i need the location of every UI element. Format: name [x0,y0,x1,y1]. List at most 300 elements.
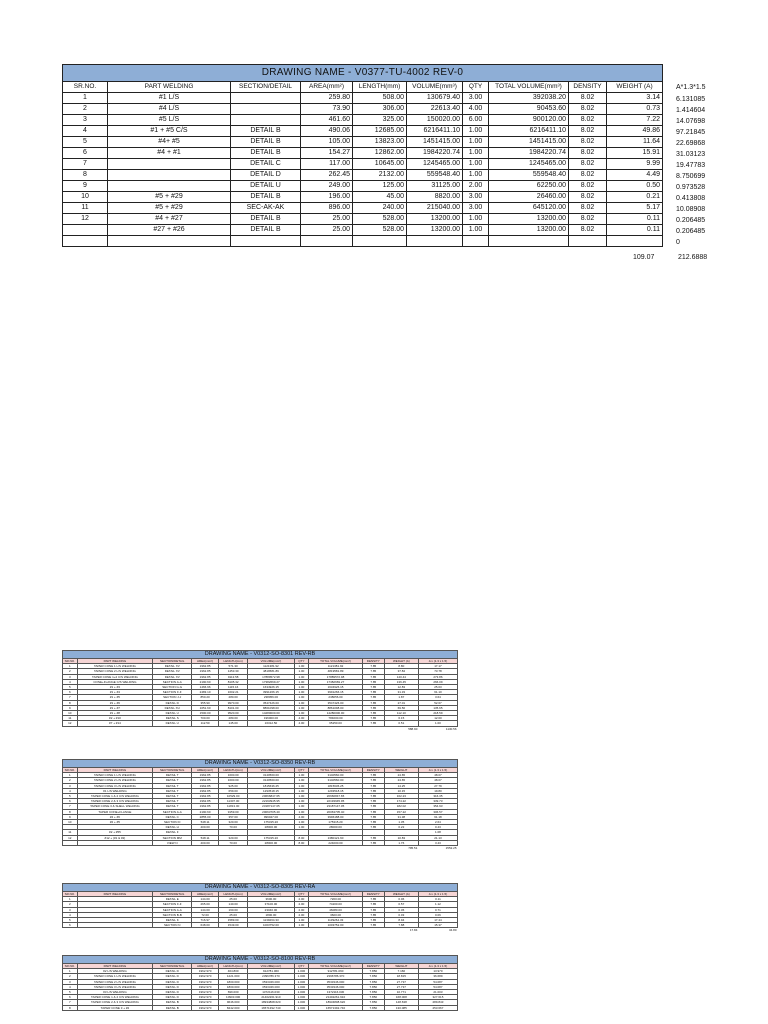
small-table-cell: 548.11 [192,820,219,825]
small-table-cell: DETAIL S [153,716,192,721]
small-table-cell: 2.00 [294,897,309,902]
small-table-cell: 548.11 [192,835,219,840]
small-table-row [63,1005,458,1010]
small-table-cell: DETAIL C [153,814,192,819]
small-table-cell: 1962.970 [192,969,219,974]
small-table-cell: 3 [63,979,78,984]
small-table-cell: 10529.00 [219,794,248,799]
small-table-cell: #1 + #3 [77,685,153,690]
small-table-cell: 7.85 [362,773,384,778]
small-table-cell: 70.00 [219,840,248,845]
small-table-cell: 1.00 [294,690,309,695]
small-table-cell: 306.57 [418,809,457,814]
small-table-cell: 1372116.030 [248,990,294,995]
small-table-grid [62,759,458,850]
weight-total: 109.07 [633,254,655,261]
small-table-cell: 7.85 [362,705,384,710]
small-table-cell: #4 + #6 [77,814,153,819]
main-table-cell: 49.86 [607,126,663,137]
main-header-cell: DENSITY [569,82,607,93]
small-table-cell: 20666847.65 [248,794,294,799]
small-table-cell: 1 [63,969,78,974]
side-value: 0 [676,239,680,246]
small-table-cell: 1600.00 [219,778,248,783]
main-table-cell: 1.00 [463,214,489,225]
small-table-cell: 14280000.00 [309,711,363,716]
small-table-cell: 28000.00 [309,825,363,830]
main-table-cell: #5 + #29 [108,192,231,203]
side-value: 0.973528 [676,184,706,191]
small-table-header-row [63,892,458,897]
small-table-cell: 2 [63,669,78,674]
small-table-cell: 4.00 [294,814,309,819]
small-table-cell: 8861098.00 [309,705,363,710]
main-table-cell: #4 + #27 [108,214,231,225]
main-table-cell: DETAIL B [231,192,301,203]
small-table-cell: 7.850 [362,984,384,989]
small-table-cell: 1003752.00 [248,923,294,928]
small-table-cell: 10.15 [384,788,418,793]
small-table-cell: #7 + #14 [77,721,153,726]
main-table-cell: 5 [63,137,108,148]
small-side-total: 1130.56 [445,726,457,731]
small-table-cell: 65250.00 [309,721,363,726]
small-table-cell: 7 [63,804,78,809]
small-table-cell: 36.689 [418,974,457,979]
small-table-cell: DETAIL B [153,1005,192,1010]
small-table-cell: DETAIL D [153,974,192,979]
small-table-cell: 5 [63,990,78,995]
small-table-cell: 659.00 [219,788,248,793]
small-table-cell: 1800.00 [248,912,294,917]
small-table-cell: 1.00 [294,711,309,716]
main-table-cell [463,236,489,247]
main-header-cell: QTY [463,82,489,93]
small-table-cell: TAPER CONE 2 L/S WELDING [77,778,153,783]
small-table-cell: 0.36 [384,907,418,912]
small-table-cell: 8442.000 [219,1005,248,1010]
small-table-cell: 7.85 [362,685,384,690]
main-table-cell: 8.02 [569,192,607,203]
small-table-cell: 6 [63,923,78,928]
small-table-cell: 7200.00 [309,897,363,902]
small-table-cell: 162.23 [384,794,418,799]
main-table-cell: 10645.00 [353,159,407,170]
main-table-cell: 1.00 [463,148,489,159]
small-table-cell: 850.20 [192,695,219,700]
main-table-cell: 8820.00 [407,192,463,203]
small-header-cell: PART WELDING [77,768,153,773]
small-table-cell: #2 + #55 [77,830,153,835]
small-side-total: 34.80 [448,928,457,933]
small-table-cell: 1.000 [294,990,309,995]
small-table-cell: 1115.16 [219,685,248,690]
small-table-cell: 238056.00 [248,695,294,700]
small-table-cell: 175315.20 [248,820,294,825]
main-table-header-row [63,82,663,93]
small-table-cell: #2 + #5 [77,820,153,825]
small-table-cell: 1962.85 [192,674,219,679]
small-table-cell: SECTION A-A [153,679,192,684]
small-table-cell: SECTION N [153,923,192,928]
main-table-cell: 8.02 [569,225,607,236]
small-table-cell: 12.83 [384,685,418,690]
small-table-cell: DETAIL T [153,778,192,783]
small-table-cell: 174.22 [384,799,418,804]
small-table-cell: TAPER CONE 1 L/S WELDING [77,974,153,979]
small-header-cell: VOLUME(mm³) [248,659,294,664]
small-table-cell: 21.003 [418,990,457,995]
side-value: 8.750699 [676,173,706,180]
small-table-cell: 289.843 [418,1000,457,1005]
small-table-cell: 7.85 [362,669,384,674]
small-table-cell: 4.00 [294,716,309,721]
small-table-cell: 648.00 [192,923,219,928]
small-table-cell: 7.85 [362,809,384,814]
small-table-cell: DETAIL D [153,700,192,705]
small-table-cell: TAPER CONE+FLANGE [77,809,153,814]
main-table-cell: 12 [63,214,108,225]
main-table-cell: 4.00 [463,104,489,115]
small-table-cell: 24.65 [384,773,418,778]
side-value: 19.47783 [676,162,706,169]
small-table-cell: 1453.30 [219,669,248,674]
small-table-cell: 9646.000 [219,1000,248,1005]
small-table-cell: TAPER CONE 3 & SHELL WELDING [77,804,153,809]
small-table-cell: 6 [63,799,78,804]
main-table-row [63,192,663,203]
small-table-cell: 10 [63,820,78,825]
small-table-cell: 1.35 [384,820,418,825]
main-table-cell: DETAIL B [231,225,301,236]
main-table-cell: 1245465.00 [489,159,569,170]
small-table-cell: 20063705.40 [248,809,294,814]
small-table-cell: 327.615 [418,995,457,1000]
small-table-cell: 18.815 [384,974,418,979]
small-table-cell: 7.85 [362,835,384,840]
small-table-cell: 2.00 [294,907,309,912]
small-table-cell: DETAIL T [153,783,192,788]
small-table-title-row [63,956,458,964]
main-header-cell: LENGTH(mm) [353,82,407,93]
small-table-grid [62,650,458,731]
main-weld-table [62,64,663,247]
small-table-cell: 10903.000 [219,995,248,1000]
main-table-cell: #5 + #29 [108,203,231,214]
small-header-cell: LENGTH(mm) [219,892,248,897]
small-table-cell: 0.06 [418,912,457,917]
small-table-cell: 1.00 [294,820,309,825]
main-table-cell: 154.27 [301,148,353,159]
small-table-cell: 27.737 [384,979,418,984]
small-table-cell: 3600.00 [309,912,363,917]
small-weight-total: 588.90 [408,726,418,731]
small-table-cell: 9970.00 [219,700,248,705]
small-table-cell: 1.000 [294,1005,309,1010]
small-table-cell: 20063705.40 [309,809,363,814]
main-table-cell: 5.17 [607,203,663,214]
small-weight-total: 17.84 [409,928,418,933]
small-table-cell: DETAIL D [153,969,192,974]
small-header-cell: DENSITY [362,964,384,969]
small-table-cell: DETAIL T [153,799,192,804]
small-table-cell: 61.10 [418,690,457,695]
small-table-header-row [63,768,458,773]
small-table-cell: 175315.20 [309,820,363,825]
small-table-cell: #2 + #10 [77,716,153,721]
small-table-cell: 11 [63,716,78,721]
small-header-cell: SECTION/DETAIL [153,768,192,773]
small-table-cell: DETAIL T [153,804,192,809]
small-table-cell: 1962.970 [192,984,219,989]
small-table-cell: 27.79 [418,783,457,788]
small-table-cell: 0.57 [384,902,418,907]
small-table-cell: 1549.00 [219,923,248,928]
small-table-cell: 175315.20 [248,835,294,840]
small-table-cell: 1815636.25 [248,783,294,788]
small-table-cell: 46080.00 [309,907,363,912]
small-table-total-row [63,726,458,731]
small-table-cell: 1634926.15 [309,685,363,690]
small-table-cell: 2483.10 [192,690,219,695]
small-table-cell: DETAIL XV [153,669,192,674]
small-table-cell: 1.00 [294,773,309,778]
small-table-cell: 0.11 [418,897,457,902]
main-table-row [63,170,663,181]
small-table-cell: 23187147.05 [309,804,363,809]
main-table-cell: 490.06 [301,126,353,137]
small-table-cell: 1139264.33 [248,918,294,923]
main-table-cell: 13200.00 [489,214,569,225]
small-table-cell: 7.850 [362,1000,384,1005]
small-table-cell: 25.00 [219,912,248,917]
small-table-cell: 2190.60 [192,679,219,684]
small-table-cell: TAPER CONE 1 & 2 C/S WELDING [77,995,153,1000]
main-table-cell: 900120.00 [489,115,569,126]
side-value: 0.206485 [676,217,706,224]
small-table-cell: 3 [63,907,78,912]
small-table-cell: 4 [63,984,78,989]
main-table-cell: #4+ #5 [108,137,231,148]
small-header-cell: AREA(mm²) [192,768,219,773]
small-table-cell: 3140560.00 [248,773,294,778]
small-table-cell: 70.00 [219,825,248,830]
small-table-cell: 280.00 [219,695,248,700]
small-table-cell: 23040.00 [248,907,294,912]
small-header-cell: QTY [294,768,309,773]
small-table-cell: 16571392.740 [248,1005,294,1010]
main-table-cell: 26460.00 [489,192,569,203]
main-table-cell: 1984220.74 [489,148,569,159]
main-table-cell: 8.02 [569,181,607,192]
small-table-cell: 17889572.98 [248,674,294,679]
small-header-cell: SECTION/DETAIL [153,892,192,897]
small-table-cell: 2.00 [294,912,309,917]
small-table-cell: TAPER CONE 2 & 3 C/S WELDING [77,1000,153,1005]
small-table-cell: 3140560.00 [309,773,363,778]
small-table-cell: SECTION MM [153,835,192,840]
small-table-cell: 16312.50 [248,721,294,726]
small-table-cell: 12 [63,835,78,840]
small-header-cell: WEIGHT (A) [384,659,418,664]
small-table-cell: 4.00 [294,721,309,726]
small-header-cell: WEIGHT [384,768,418,773]
small-table-cell: 7.85 [362,912,384,917]
main-table-cell: 12685.00 [353,126,407,137]
main-table-row [63,104,663,115]
main-table-cell: 62250.00 [489,181,569,192]
small-table-total-row [63,846,458,851]
small-table-8100 [62,955,458,1011]
small-table-cell: DETAIL D [153,995,192,1000]
main-table-row [63,214,663,225]
small-table-cell: 52.67 [418,700,457,705]
main-table-row [63,115,663,126]
main-table-row [63,181,663,192]
main-header-cell: PART WELDING [108,82,231,93]
small-table-cell: 1 [63,773,78,778]
small-table-cell: 1003752.00 [309,923,363,928]
small-table-cell: 25.00 [219,897,248,902]
main-table-cell: 125.00 [353,181,407,192]
main-table-row [63,203,663,214]
small-table-cell: 8 [63,809,78,814]
small-table-cell: 7.85 [362,674,384,679]
small-table-cell: DETAIL D [153,984,192,989]
small-table-cell: 7.85 [362,778,384,783]
main-table-cell: DETAIL B [231,148,301,159]
small-table-cell: 3533346.000 [309,984,363,989]
main-table-cell: #4 L/S [108,104,231,115]
small-table-cell: 7.85 [362,788,384,793]
side-value: 22.69868 [676,140,706,147]
main-table-cell: 25.00 [301,214,353,225]
small-table-cell: 265.00 [192,902,219,907]
main-table-cell: 0.11 [607,225,663,236]
small-table-cell: 10.771 [384,990,418,995]
spacer [63,726,385,731]
small-table-cell: DETAIL E [153,897,192,902]
small-table-cell: 3996188.00 [309,814,363,819]
small-table-cell: 1.00 [294,695,309,700]
small-table-cell: 3.64 [418,695,457,700]
main-table-cell: DETAIL D [231,170,301,181]
main-table-cell: 11 [63,203,108,214]
small-table-cell: 6 [63,995,78,1000]
small-header-cell: SR.NO. [63,892,78,897]
side-value: 97.21845 [676,129,706,136]
small-table-cell: 18934808.620 [309,1000,363,1005]
small-table-cell: 69.56 [384,705,418,710]
small-table-cell: DETAIL B [153,1000,192,1005]
main-table-cell: 0.50 [607,181,663,192]
small-table-cell: 1962.970 [192,979,219,984]
main-table-cell: 325.00 [353,115,407,126]
small-table-cell: 1380121.60 [309,835,363,840]
small-table-cell: DETAIL U [153,711,192,716]
small-table-8350 [62,759,458,850]
small-header-cell: A x (1.3 x 1.5) [418,659,457,664]
small-table-cell: 1962.85 [192,669,219,674]
small-table-cell: TAPER CONE 1 L/S WELDING [77,773,153,778]
main-table-cell: 6 [63,148,108,159]
main-table-cell: 25.00 [301,225,353,236]
main-table-cell: #4 + #1 [108,148,231,159]
small-table-cell: 73.78 [418,669,457,674]
side-value: 14.07698 [676,118,706,125]
small-table-cell: 3533346.000 [248,979,294,984]
small-table-cell: SECTION A-A [153,809,192,814]
main-table-cell: 0.11 [607,214,663,225]
small-table-cell: #1 + #4 [77,690,153,695]
small-table-cell: 1.00 [294,685,309,690]
small-table-title: DRAWING NAME - V0312-SO-8100 REV-RB [63,956,458,964]
small-table-cell: 3 [63,674,78,679]
small-table-cell: 3547426.00 [309,700,363,705]
small-table-cell: #1 + #6 [77,700,153,705]
small-table-cell: 17382669.27 [248,679,294,684]
small-table-cell: 8.00 [294,840,309,845]
small-table-cell: 28000.00 [248,825,294,830]
small-table-cell: #1 L/S WELDING [77,788,153,793]
main-table-row [63,137,663,148]
small-table-cell: 1.00 [294,783,309,788]
main-table [62,64,663,247]
main-table-cell [607,236,663,247]
small-table-cell: 1962.85 [192,773,219,778]
small-table-cell: 17.17 [418,664,457,669]
small-table-cell: 0.71 [418,907,457,912]
small-table-cell: DETAIL F [153,830,192,835]
small-table-cell: 400.00 [192,840,219,845]
small-table-cell: 13.970 [418,969,457,974]
small-table-cell: SECTION B-B [153,912,192,917]
small-table-cell: 218.59 [418,711,457,716]
small-table-cell: 1962.970 [192,974,219,979]
small-table-cell: 2190.60 [192,809,219,814]
small-table-cell: 3547426.00 [248,700,294,705]
main-table-cell [569,236,607,247]
small-table-cell: 1.76 [384,840,418,845]
main-table-cell: 105.00 [301,137,353,148]
main-table-cell: 11.64 [607,137,663,148]
small-header-cell: VOLUME(mm³) [248,892,294,897]
main-table-cell [301,236,353,247]
small-table-cell: TAPER CONE 3 L/S WELDING [77,984,153,989]
small-table-cell: 9520.00 [219,711,248,716]
small-table-cell: 11 [63,830,78,835]
small-table-cell: 1.000 [294,1000,309,1005]
main-table-cell: 13200.00 [407,214,463,225]
main-table-cell: 3 [63,115,108,126]
small-table-cell: 144.00 [192,907,219,912]
small-table-cell: 0.43 [418,825,457,830]
small-side-total: 1552.25 [445,846,457,851]
small-table-cell: 9159.00 [219,809,248,814]
main-table-cell: 31125.00 [407,181,463,192]
small-table-cell: TAPER CONE 3 + #2 [77,1005,153,1010]
small-table-cell: 7.85 [362,690,384,695]
main-table-cell: 559548.40 [489,170,569,181]
small-table-cell: 1.00 [294,664,309,669]
small-table-total-row [63,928,458,933]
small-table-cell: 1.00 [294,778,309,783]
main-table-cell: 150020.00 [407,115,463,126]
main-table-row [63,159,663,170]
main-table-cell: 1984220.74 [407,148,463,159]
small-table-cell: 182.02 [384,804,418,809]
spacer [63,928,385,933]
